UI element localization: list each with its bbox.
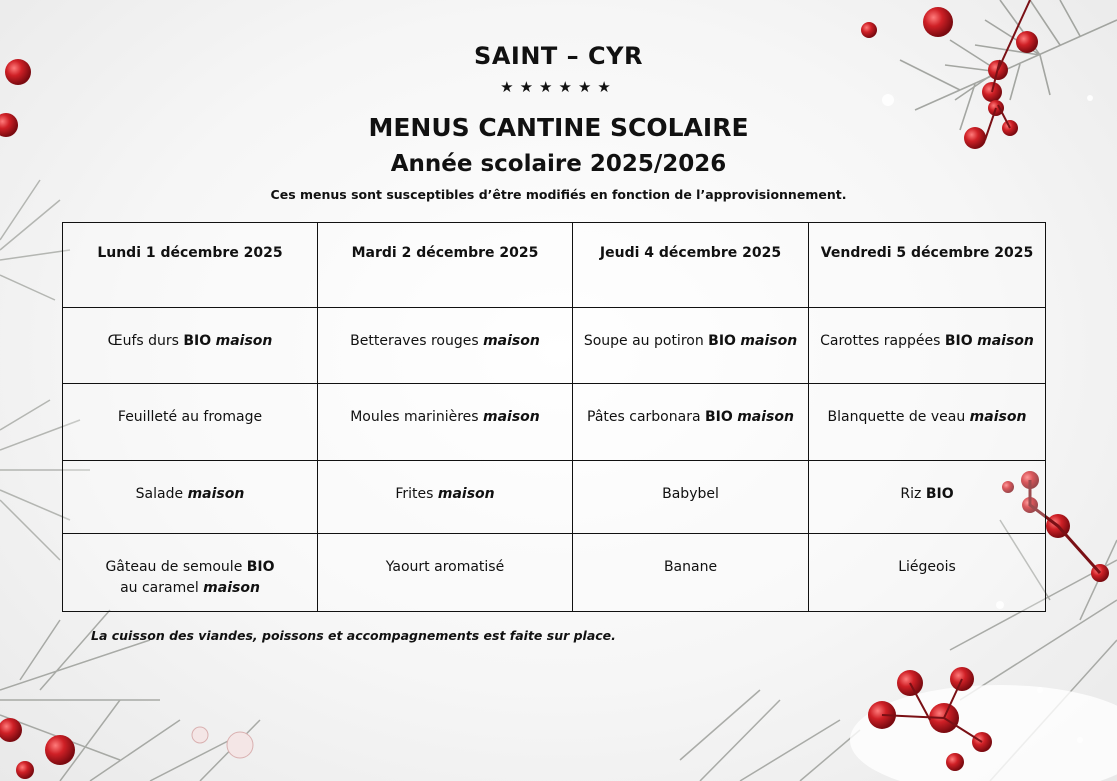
menu-cell — [573, 308, 809, 384]
maison-label: maison — [977, 333, 1034, 349]
menu-cell — [318, 461, 573, 534]
dish-name: Yaourt aromatisé — [385, 559, 505, 575]
menu-cell — [63, 384, 318, 461]
dish-name: Blanquette de veau — [827, 409, 966, 425]
dish-name: Betteraves rouges — [350, 333, 479, 349]
menu-cell — [573, 534, 809, 612]
menu-cell — [318, 534, 573, 612]
maison-label: maison — [203, 580, 260, 596]
dish-name: Soupe au potiron — [583, 333, 704, 349]
bio-label: BIO — [925, 486, 954, 502]
maison-label: maison — [483, 409, 540, 425]
menu-cell — [318, 308, 573, 384]
supply-notice: Ces menus sont susceptibles d’être modifiés en fonction de l’approvisionnement. — [270, 187, 847, 202]
menu-cell — [63, 534, 318, 612]
dish-name: Moules marinières — [350, 409, 479, 425]
maison-label: maison — [740, 333, 798, 349]
menu-cell — [573, 461, 809, 534]
day-header: Lundi 1 décembre 2025 — [63, 223, 318, 308]
stars-divider: ★★★★★★ — [500, 78, 617, 96]
menu-table — [62, 222, 1046, 612]
bio-label: BIO — [704, 409, 733, 425]
bio-label: BIO — [183, 333, 212, 349]
menu-cell — [63, 461, 318, 534]
dish-name: Frites — [395, 486, 434, 502]
town-name: SAINT – CYR — [474, 42, 643, 70]
starter-row — [63, 308, 1046, 384]
menu-cell — [809, 534, 1046, 612]
bio-label: BIO — [708, 333, 736, 349]
school-year: Année scolaire 2025/2026 — [390, 151, 727, 177]
dessert-row — [63, 534, 1046, 612]
day-header: Mardi 2 décembre 2025 — [318, 223, 573, 308]
header-row — [63, 223, 1046, 308]
dish-name: Babybel — [662, 486, 719, 502]
cooking-note: La cuisson des viandes, poissons et accompagnements est faite sur place. — [91, 628, 616, 643]
maison-label: maison — [437, 486, 495, 502]
menu-cell — [63, 308, 318, 384]
menu-cell — [573, 384, 809, 461]
page-title: MENUS CANTINE SCOLAIRE — [368, 113, 749, 142]
dish-name: Gâteau de semoule — [105, 559, 243, 575]
dish-name: Riz — [900, 486, 922, 502]
dish-name: Liégeois — [898, 559, 956, 575]
main-row — [63, 384, 1046, 461]
maison-label: maison — [969, 409, 1027, 425]
dish-name: Salade — [135, 486, 184, 502]
menu-cell — [809, 308, 1046, 384]
bio-label: BIO — [246, 559, 275, 575]
dish-name-cont: au caramel — [120, 580, 199, 596]
dish-name: Feuilleté au fromage — [117, 409, 263, 425]
dish-name: Banane — [663, 559, 718, 575]
menu-cell — [318, 384, 573, 461]
dish-name: Œufs durs — [107, 333, 179, 349]
bio-label: BIO — [944, 333, 973, 349]
maison-label: maison — [737, 409, 794, 425]
dish-name: Carottes rappées — [820, 333, 941, 349]
menu-cell — [809, 384, 1046, 461]
day-header: Vendredi 5 décembre 2025 — [809, 223, 1046, 308]
maison-label: maison — [187, 486, 245, 502]
dish-name: Pâtes carbonara — [587, 409, 701, 425]
day-header: Jeudi 4 décembre 2025 — [573, 223, 809, 308]
maison-label: maison — [215, 333, 273, 349]
menu-cell — [809, 461, 1046, 534]
side-row — [63, 461, 1046, 534]
maison-label: maison — [483, 333, 540, 349]
